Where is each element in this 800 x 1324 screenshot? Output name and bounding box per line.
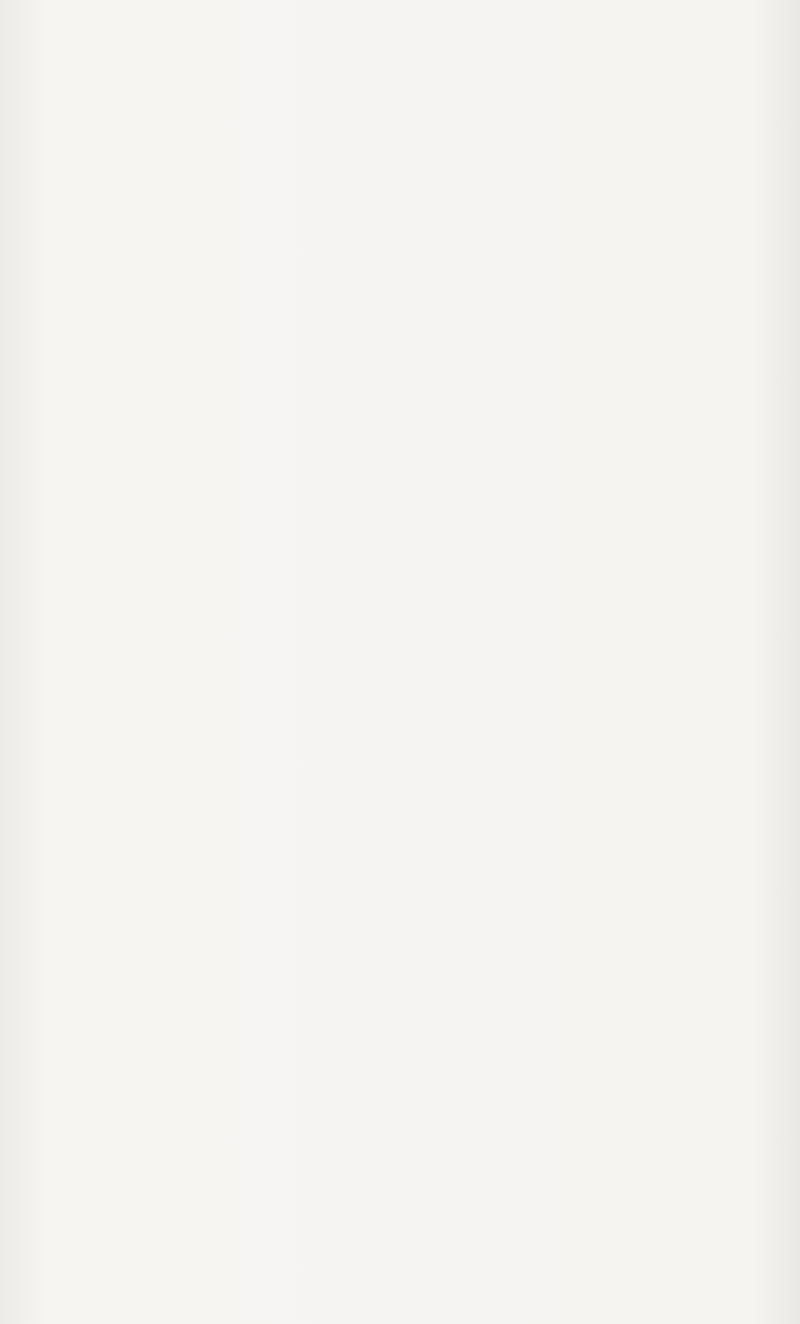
- section-heading: [38, 80, 758, 126]
- page-number: [38, 28, 758, 62]
